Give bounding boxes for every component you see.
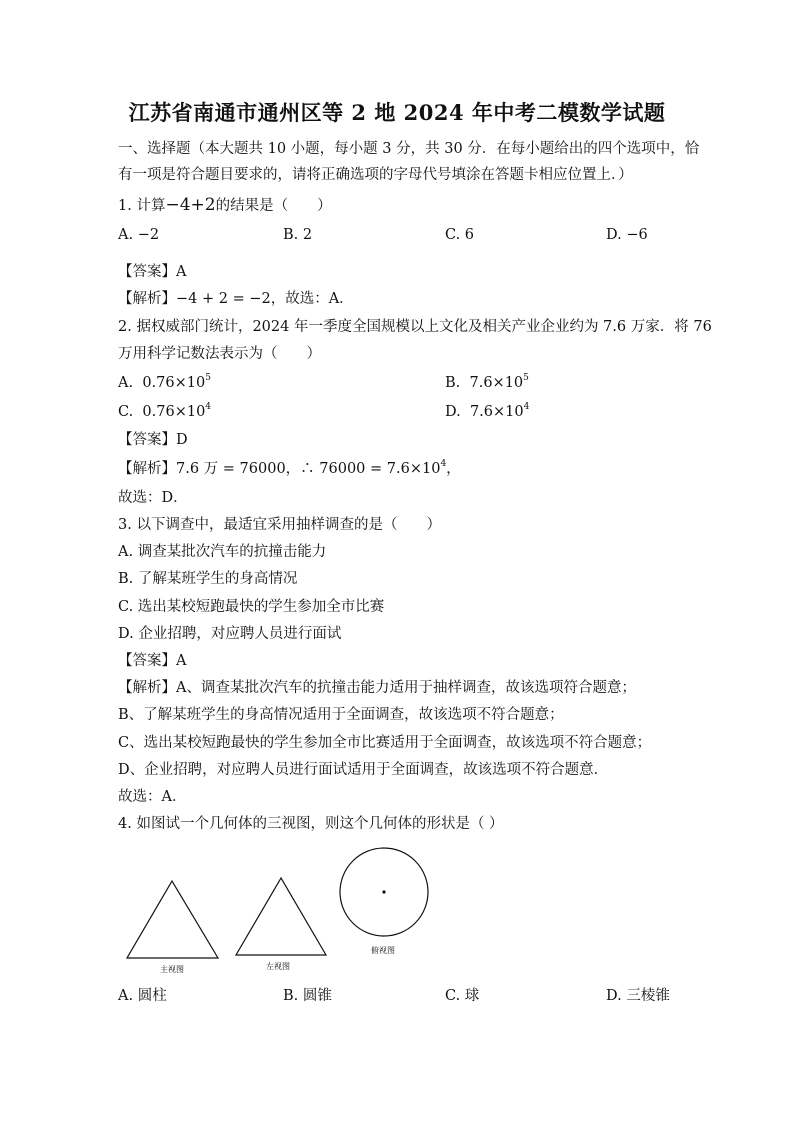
q2-option-b-label: B. bbox=[445, 375, 461, 391]
q2-answer: 【答案】D bbox=[118, 432, 188, 448]
q2-conclusion: 故选：D． bbox=[118, 490, 188, 506]
front-view-triangle bbox=[127, 881, 218, 958]
q3-option-b: B. 了解某班学生的身高情况 bbox=[118, 571, 298, 587]
q4-option-a: A. 圆柱 bbox=[118, 988, 167, 1004]
q2-option-d-exp: 4 bbox=[523, 402, 530, 412]
q2-option-a-base: 0.76×10 bbox=[142, 375, 206, 391]
q2-option-a-label: A. bbox=[118, 375, 134, 391]
q4-stem: 4. 如图试一个几何体的三视图，则这个几何体的形状是（ ） bbox=[118, 816, 504, 832]
side-view-triangle bbox=[236, 878, 326, 955]
q3-analysis-line-3: C、选出某校短跑最快的学生参加全市比赛适用于全面调查，故该选项不符合题意； bbox=[118, 735, 652, 751]
q1-option-b: B. 2 bbox=[283, 227, 313, 243]
q1-analysis bbox=[118, 290, 354, 308]
exam-title: 江苏省南通市通州区等 2 地 2024 年中考二模数学试题 bbox=[128, 100, 666, 125]
q2-option-c bbox=[118, 403, 211, 421]
top-view-center-dot bbox=[382, 890, 385, 893]
q2-option-a bbox=[118, 374, 211, 392]
q2-option-d-label: D. bbox=[445, 404, 461, 420]
section-instructions-line-1: 一、选择题（本大题共 10 小题，每小题 3 分，共 30 分．在每小题给出的四个选项中，恰 bbox=[118, 141, 700, 157]
section-instructions-line-2: 有一项是符合题目要求的，请将正确选项的字母代号填涂在答题卡相应位置上．） bbox=[118, 167, 633, 183]
q2-option-c-base: 0.76×10 bbox=[142, 404, 206, 420]
q2-option-a-exp: 5 bbox=[205, 373, 211, 383]
q2-analysis-label: 【解析】 bbox=[118, 461, 176, 477]
q1-stem bbox=[118, 196, 332, 215]
q3-option-a: A. 调查某批次汽车的抗撞击能力 bbox=[118, 544, 327, 560]
q3-stem: 3. 以下调查中，最适宜采用抽样调查的是（ ） bbox=[118, 517, 441, 533]
q4-option-c: C. 球 bbox=[445, 988, 480, 1004]
q3-option-d: D. 企业招聘，对应聘人员进行面试 bbox=[118, 626, 342, 642]
q2-option-d bbox=[445, 403, 529, 421]
side-view-label: 左视图 bbox=[266, 962, 290, 971]
q1-option-d: D. −6 bbox=[606, 227, 648, 243]
top-view-label: 俯视图 bbox=[371, 946, 395, 955]
q1-prefix: 1. 计算 bbox=[118, 198, 166, 214]
q1-option-a: A. −2 bbox=[118, 227, 160, 243]
q1-analysis-text: −4 + 2 = −2，故选：A． bbox=[176, 291, 354, 307]
q3-answer: 【答案】A bbox=[118, 653, 187, 669]
q2-stem-line-1: 2. 据权威部门统计，2024 年一季度全国规模以上文化及相关产业企业约为 7.6 万家．将 76 bbox=[118, 319, 712, 335]
q2-analysis-tail: ， bbox=[446, 461, 461, 477]
q2-option-c-exp: 4 bbox=[205, 402, 212, 412]
q3-option-c: C. 选出某校短跑最快的学生参加全市比赛 bbox=[118, 599, 385, 615]
q2-option-d-base: 7.6×10 bbox=[469, 404, 524, 420]
q2-analysis-exp: 4 bbox=[440, 459, 447, 469]
q2-option-b bbox=[445, 374, 529, 392]
front-view-label: 主视图 bbox=[160, 965, 184, 974]
q2-option-c-label: C. bbox=[118, 404, 134, 420]
q1-suffix: 的结果是（ ） bbox=[215, 198, 332, 214]
q1-analysis-label: 【解析】 bbox=[118, 291, 176, 307]
q3-analysis-line-4: D、企业招聘，对应聘人员进行面试适用于全面调查，故该选项不符合题意． bbox=[118, 762, 609, 778]
q1-answer: 【答案】A bbox=[118, 264, 187, 280]
q4-option-d: D. 三棱锥 bbox=[606, 988, 670, 1004]
three-view-figure bbox=[118, 845, 448, 975]
q2-option-b-base: 7.6×10 bbox=[469, 375, 524, 391]
q4-option-b: B. 圆锥 bbox=[283, 988, 332, 1004]
q1-option-c: C. 6 bbox=[445, 227, 475, 243]
q3-conclusion: 故选：A． bbox=[118, 789, 187, 805]
q3-analysis-line-1: 【解析】A、调查某批次汽车的抗撞击能力适用于抽样调查，故该选项符合题意； bbox=[118, 680, 636, 696]
q1-expression: −4+2 bbox=[165, 195, 216, 215]
q2-analysis bbox=[118, 460, 461, 478]
q2-analysis-text: 7.6 万 = 76000，∴ 76000 = 7.6×10 bbox=[176, 461, 441, 477]
q3-analysis-line-2: B、了解某班学生的身高情况适用于全面调查，故该选项不符合题意； bbox=[118, 707, 564, 723]
q2-option-b-exp: 5 bbox=[523, 373, 529, 383]
q2-stem-line-2: 万用科学记数法表示为（ ） bbox=[118, 346, 321, 362]
